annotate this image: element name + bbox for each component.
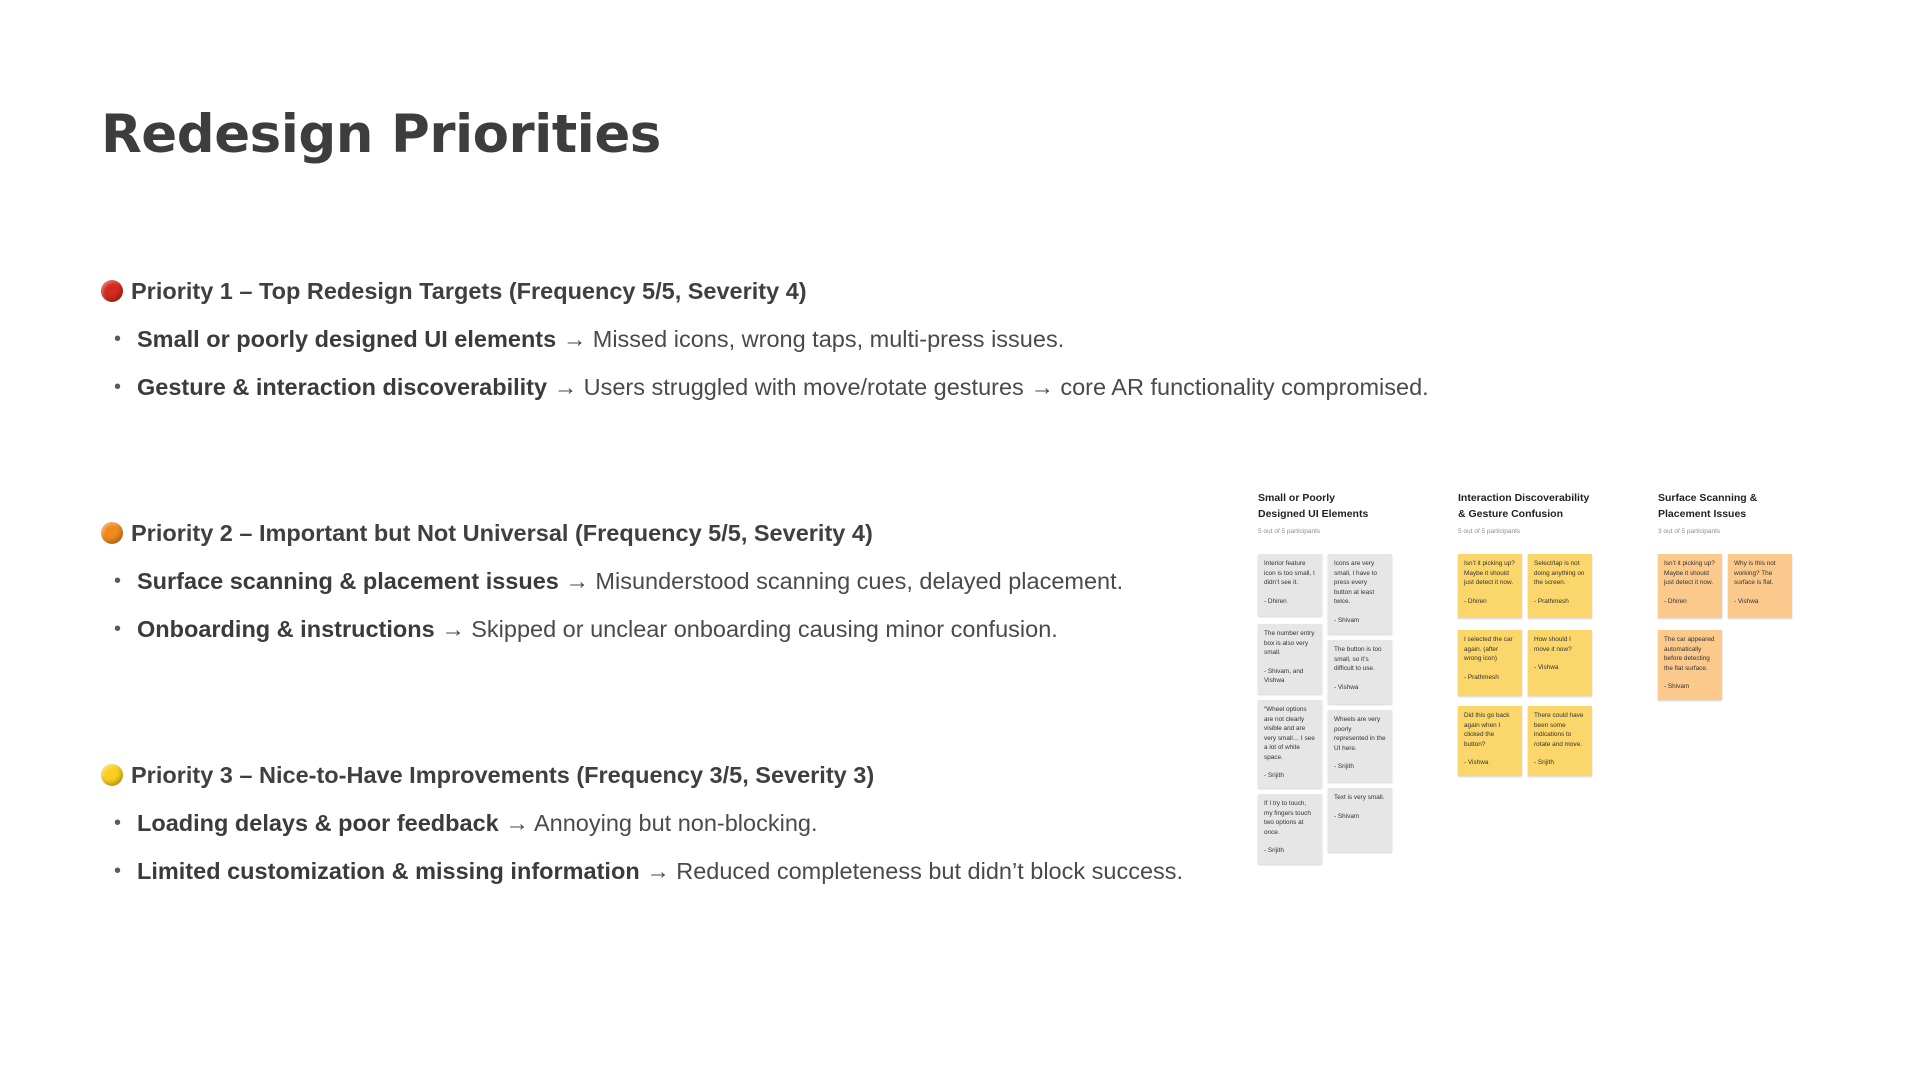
note-text: If I try to touch, my fingers touch two options at once. xyxy=(1264,800,1311,836)
note-author: - Vishwa xyxy=(1734,597,1759,605)
priority-1-section xyxy=(101,275,1429,403)
sticky-note xyxy=(1728,554,1792,618)
item-label: Gesture & interaction discoverability xyxy=(137,374,548,400)
priority-1-heading xyxy=(101,275,1231,307)
note-text: “Wheel options are not clearly visible and are very small… I see a lot of white space. xyxy=(1264,706,1315,761)
item-label: Surface scanning & placement issues xyxy=(137,568,559,594)
sticky-note xyxy=(1328,640,1392,704)
note-text: Isn’t it picking up? Maybe it should just detect it now. xyxy=(1464,560,1515,586)
sticky-note xyxy=(1458,554,1522,618)
note-author: - Srijith xyxy=(1334,763,1354,770)
note-text: How should I move it now? xyxy=(1534,636,1572,653)
page-title: Redesign Priorities xyxy=(101,104,661,165)
board-column-ui-elements xyxy=(1258,490,1418,538)
orange-circle-icon xyxy=(101,522,123,544)
priority-2-heading-text: Priority 2 – Important but Not Universal (Frequency 5/5, Severity 4) xyxy=(131,519,873,546)
note-text: Wheels are very poorly represented in the UI here. xyxy=(1334,716,1386,752)
note-text: Did this go back again when I clicked the button? xyxy=(1464,712,1510,748)
sticky-note xyxy=(1528,630,1592,696)
item-detail: → Reduced completeness but didn’t block success. xyxy=(639,858,1184,884)
priority-1-list xyxy=(101,323,1429,403)
sticky-note xyxy=(1528,706,1592,776)
priority-2-list xyxy=(101,565,1231,645)
sticky-note xyxy=(1528,554,1592,618)
list-item xyxy=(101,565,1231,597)
priority-3-heading xyxy=(101,759,1231,791)
sticky-note xyxy=(1258,794,1322,864)
note-text: Select/tap is not doing anything on the screen. xyxy=(1534,560,1585,586)
list-item xyxy=(101,855,1231,887)
note-author: - Shivam xyxy=(1664,683,1690,690)
affinity-board xyxy=(1258,490,1818,880)
note-author: - Srijith xyxy=(1264,847,1284,854)
board-column-gesture-confusion xyxy=(1458,490,1618,538)
note-author: - Prathmesh xyxy=(1534,597,1569,605)
sticky-note xyxy=(1258,554,1322,616)
item-detail: → Misunderstood scanning cues, delayed placement. xyxy=(558,568,1124,594)
sticky-note xyxy=(1458,706,1522,776)
column-count: 5 out of 5 participants xyxy=(1258,528,1321,535)
list-item xyxy=(101,323,1231,355)
item-detail: → Missed icons, wrong taps, multi-press issues. xyxy=(556,326,1065,352)
note-author: - Prathmesh xyxy=(1464,673,1499,681)
list-item xyxy=(101,613,1231,645)
note-author: - Srijith xyxy=(1264,772,1284,779)
sticky-note xyxy=(1328,710,1392,782)
sticky-note xyxy=(1258,624,1322,694)
sticky-note xyxy=(1658,630,1722,700)
column-count: 3 out of 5 participants xyxy=(1658,528,1721,535)
note-author: - Dhiren xyxy=(1264,597,1287,605)
note-text: The car appeared automatically before detecting the flat surface. xyxy=(1664,636,1715,672)
priority-2-heading xyxy=(101,517,1231,549)
list-item xyxy=(101,807,1231,839)
item-detail: → Users struggled with move/rotate gestures → core AR functionality compromised. xyxy=(547,374,1429,400)
note-text: Why is this not working? The surface is flat. xyxy=(1734,560,1776,586)
item-label: Loading delays & poor feedback xyxy=(137,810,499,836)
list-item xyxy=(101,371,1429,403)
priority-3-section xyxy=(101,759,1231,887)
item-detail: → Skipped or unclear onboarding causing minor confusion. xyxy=(434,616,1058,642)
note-text: I selected the car again. (after wrong icon) xyxy=(1464,636,1513,662)
sticky-note xyxy=(1658,554,1722,618)
note-author: - Srijith xyxy=(1534,759,1554,766)
yellow-circle-icon xyxy=(101,764,123,786)
note-author: - Shivam xyxy=(1334,812,1360,820)
note-author: - Dhiren xyxy=(1664,597,1687,605)
priority-2-section xyxy=(101,517,1231,645)
note-author: - Shivam, and Vishwa xyxy=(1264,667,1304,684)
note-text: Interior feature icon is too small, I didn’t see it. xyxy=(1264,560,1315,586)
column-title: Small or Poorly Designed UI Elements xyxy=(1258,492,1369,520)
note-text: There could have been some indications to rotate and move. xyxy=(1534,712,1584,748)
column-title: Surface Scanning & Placement Issues xyxy=(1658,492,1758,520)
note-author: - Vishwa xyxy=(1534,664,1559,671)
priority-3-list xyxy=(101,807,1231,887)
note-author: - Vishwa xyxy=(1464,759,1489,766)
note-text: Text is very small. xyxy=(1334,794,1385,801)
column-count: 5 out of 5 participants xyxy=(1458,528,1521,535)
note-text: The button is too small, so it’s difficult to use. xyxy=(1334,646,1382,672)
sticky-note xyxy=(1458,630,1522,696)
priority-3-heading-text: Priority 3 – Nice-to-Have Improvements (Frequency 3/5, Severity 3) xyxy=(131,761,875,788)
item-label: Limited customization & missing information xyxy=(137,858,640,884)
note-author: - Shivam xyxy=(1334,616,1360,624)
note-text: Isn’t it picking up? Maybe it should just detect it now. xyxy=(1664,560,1715,586)
item-detail: → Annoying but non-blocking. xyxy=(498,810,818,836)
sticky-note xyxy=(1328,788,1392,852)
item-label: Onboarding & instructions xyxy=(137,616,435,642)
priority-1-heading-text: Priority 1 – Top Redesign Targets (Frequency 5/5, Severity 4) xyxy=(131,277,807,304)
sticky-note xyxy=(1328,554,1392,634)
sticky-note xyxy=(1258,700,1322,788)
note-text: The number entry box is also very small. xyxy=(1264,630,1315,656)
note-text: Icons are very small, I have to press every button at least twice. xyxy=(1334,560,1377,605)
red-circle-icon xyxy=(101,280,123,302)
note-author: - Dhiren xyxy=(1464,597,1487,605)
note-author: - Vishwa xyxy=(1334,683,1359,691)
board-column-surface-scanning xyxy=(1658,490,1818,538)
column-title: Interaction Discoverability & Gesture Confusion xyxy=(1458,492,1590,520)
item-label: Small or poorly designed UI elements xyxy=(137,326,557,352)
